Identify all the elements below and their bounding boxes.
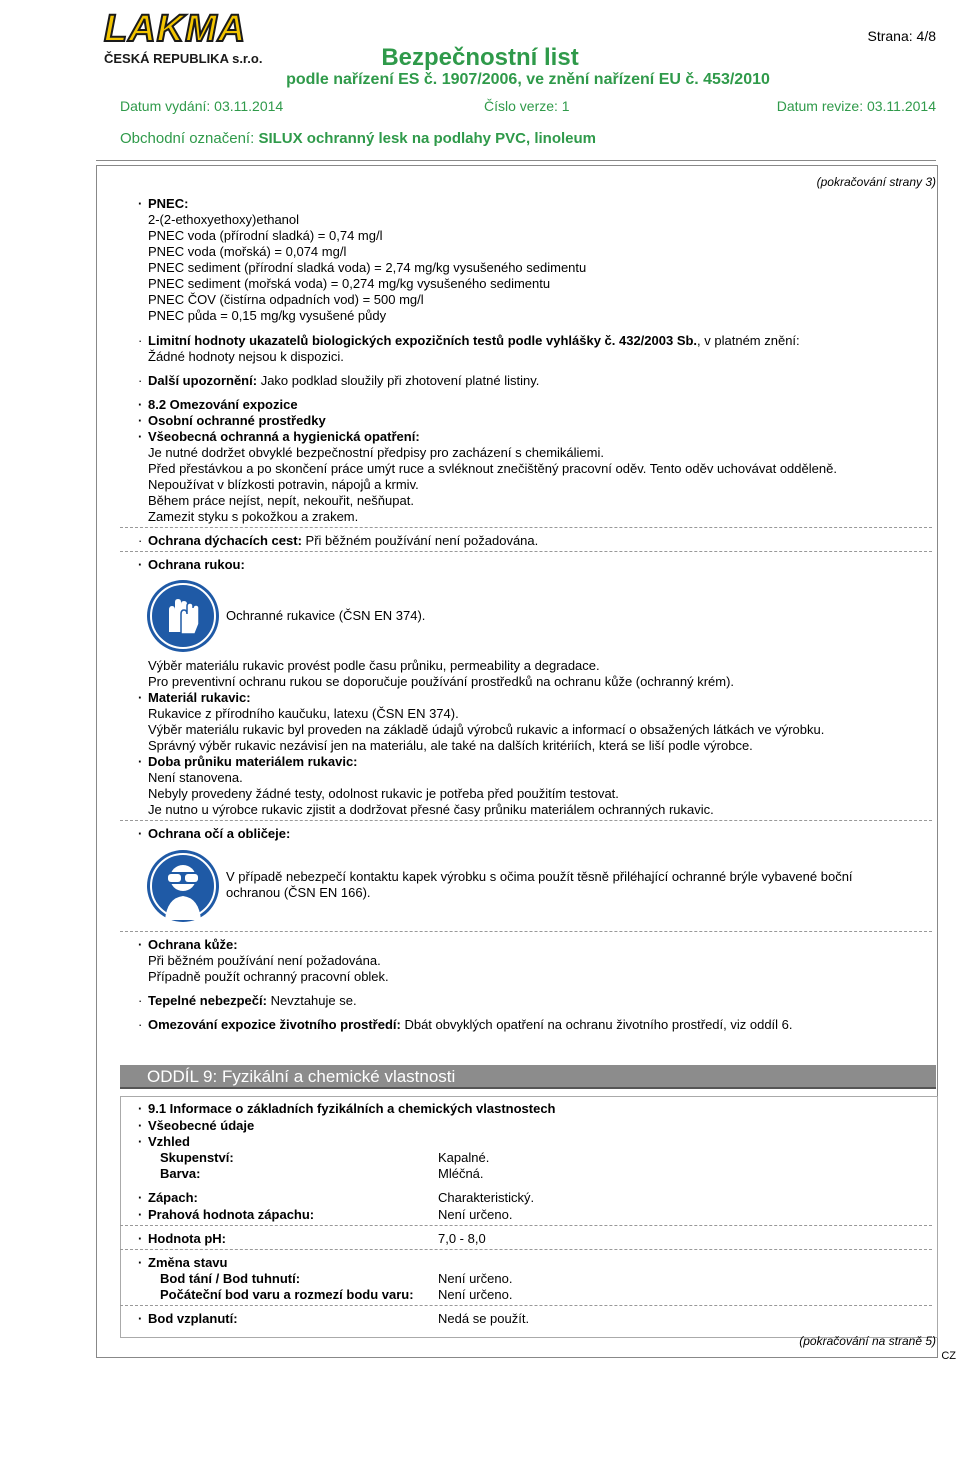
language-code: CZ [941, 1350, 956, 1362]
env-text: Dbát obvyklých opatření na ochranu životního prostředí, viz oddíl 6. [404, 1017, 793, 1032]
dashed-divider [120, 931, 932, 932]
thermal-label: Tepelné nebezpečí: [148, 993, 267, 1008]
glove-material-heading: · Materiál rukavic: [138, 690, 251, 705]
header-divider [96, 160, 936, 161]
hygiene-line: Během práce nejíst, nepít, nekouřit, nešňupat. [148, 493, 414, 508]
pnec-line: 2-(2-ethoxyethoxy)ethanol [148, 212, 300, 227]
melting-value: Není určeno. [438, 1271, 513, 1286]
limits-label-tail: , v platném znění: [697, 333, 800, 348]
s9-appearance-text: Vzhled [148, 1134, 190, 1149]
glove-material-line: Správný výběr rukavic nezávisí jen na materiálu, ale také na dalších kritériích, která se liší podle výrobce. [148, 738, 753, 753]
color-value: Mléčná. [438, 1166, 484, 1181]
limits-label: Limitní hodnoty ukazatelů biologických expozičních testů podle vyhlášky č. 432/2003 Sb. [148, 333, 698, 348]
pnec-line: PNEC sediment (mořská voda) = 0,274 mg/kg vysušeného sedimentu [148, 276, 551, 291]
continued-from: (pokračování strany 3) [816, 175, 936, 189]
skin-protection-heading: · Ochrana kůže: [138, 937, 238, 952]
issue-date: Datum vydání: 03.11.2014 [120, 98, 284, 114]
penetration-heading: · Doba průniku materiálem rukavic: [138, 754, 358, 769]
hand-line: Výběr materiálu rukavic provést podle času průniku, permeability a degradace. [148, 658, 600, 673]
pnec-line: PNEC voda (přírodní sladká) = 0,74 mg/l [148, 228, 383, 243]
hygiene-line: Před přestávkou a po skončení práce umýt ruce a svléknout znečištěný pracovní oděv. Tento oděv uchovávat odděleně. [148, 461, 837, 476]
document-title: Bezpečnostní list [381, 44, 579, 71]
eye-text-line: ochranou (ČSN EN 166). [226, 885, 371, 900]
logo-wordmark: LAKMA [104, 8, 247, 50]
dashed-divider [120, 551, 932, 552]
thermal-text: Nevztahuje se. [270, 993, 357, 1008]
boiling-label: Počáteční bod varu a rozmezí bodu varu: [160, 1287, 414, 1302]
s9-appearance: · Vzhled [138, 1134, 190, 1149]
hygiene-heading: · Všeobecná ochranná a hygienická opatření: [138, 429, 420, 444]
glove-material-line: Rukavice z přírodního kaučuku, latexu (ČSN EN 374). [148, 706, 459, 721]
odor-threshold-label: Prahová hodnota zápachu: [148, 1207, 315, 1222]
ppe-heading: · Osobní ochranné prostředky [138, 413, 326, 428]
respiratory-text: Při běžném používání není požadována. [305, 533, 539, 548]
ph-label: Hodnota pH: [148, 1231, 226, 1246]
trade-name-label: Obchodní označení: [120, 130, 255, 147]
s9-general: · Všeobecné údaje [138, 1118, 255, 1133]
flash-label: Bod vzplanutí: [148, 1311, 238, 1326]
form-value: Kapalné. [438, 1150, 490, 1165]
flash-value: Nedá se použít. [438, 1311, 530, 1326]
trade-name [120, 130, 596, 147]
penetration-label: Doba průniku materiálem rukavic: [148, 754, 358, 769]
dashed-divider [120, 820, 932, 821]
eye-label: Ochrana očí a obličeje: [148, 826, 291, 841]
gloves-icon [147, 580, 219, 652]
hygiene-line: Je nutné dodržet obvyklé bezpečnostní předpisy pro zacházení s chemikáliemi. [148, 445, 604, 460]
s9-general-text: Všeobecné údaje [148, 1118, 255, 1133]
environmental-exposure: · Omezování expozice životního prostředí: Dbát obvyklých opatření na ochranu životního prostředí, viz oddíl 6. [138, 1017, 793, 1032]
penetration-line: Není stanovena. [148, 770, 243, 785]
ppe-heading-text: Osobní ochranné prostředky [148, 413, 326, 428]
flash-point-row: · Bod vzplanutí: [138, 1311, 238, 1326]
hygiene-line: Nepoužívat v blízkosti potravin, nápojů a krmiv. [148, 477, 419, 492]
s9-subheading: · 9.1 Informace o základních fyzikálních a chemických vlastnostech [138, 1101, 556, 1116]
hand-label: Ochrana rukou: [148, 557, 245, 572]
exposure-title: · 8.2 Omezování expozice [138, 397, 298, 412]
hand-line: Pro preventivní ochranu rukou se doporučuje používání prostředků na ochranu kůže (ochranný krém). [148, 674, 735, 689]
penetration-line: Je nutno u výrobce rukavic zjistit a dodržovat přesné časy průniku materiálem ochranných rukavic. [148, 802, 714, 817]
state-change-row: · Změna stavu [138, 1255, 228, 1270]
s9-subheading-text: 9.1 Informace o základních fyzikálních a chemických vlastnostech [148, 1101, 556, 1116]
pnec-line: PNEC sediment (přírodní sladká voda) = 2,74 mg/kg vysušeného sedimentu [148, 260, 587, 275]
revision-date: Datum revize: 03.11.2014 [776, 98, 936, 114]
respiratory-label: Ochrana dýchacích cest: [148, 533, 302, 548]
pnec-line: PNEC voda (mořská) = 0,074 mg/l [148, 244, 347, 259]
ph-value: 7,0 - 8,0 [438, 1231, 486, 1246]
skin-line: Při běžném používání není požadována. [148, 953, 381, 968]
eye-text-line: V případě nebezpečí kontaktu kapek výrobku s očima použít těsně přiléhající ochranné brýle vybavené boční [226, 869, 853, 884]
goggles-icon [147, 850, 219, 922]
dashed-divider [120, 1305, 932, 1306]
ph-row: · Hodnota pH: [138, 1231, 226, 1246]
hand-protection-heading: · Ochrana rukou: [138, 557, 245, 572]
dashed-divider [120, 1249, 932, 1250]
respiratory-protection: · Ochrana dýchacích cest: Při běžném používání není požadována. [138, 533, 539, 548]
glove-material-line: Výběr materiálu rukavic byl proveden na základě údajů výrobců rukavic a informací o obsažených látkách ve výrobku. [148, 722, 825, 737]
pnec-line: PNEC ČOV (čistírna odpadních vod) = 500 mg/l [148, 292, 424, 307]
boiling-value: Není určeno. [438, 1287, 513, 1302]
continued-to: (pokračování na straně 5) [799, 1334, 936, 1348]
env-label: Omezování expozice životního prostředí: [148, 1017, 401, 1032]
page-number: Strana: 4/8 [867, 28, 936, 44]
section-9-heading: ODDÍL 9: Fyzikální a chemické vlastnosti [120, 1065, 936, 1089]
penetration-line: Nebyly provedeny žádné testy, odolnost rukavic je potřeba před použitím testovat. [148, 786, 619, 801]
further-label: Další upozornění: [148, 373, 258, 388]
trade-name-value: SILUX ochranný lesk na podlahy PVC, linoleum [258, 130, 597, 147]
document-subtitle: podle nařízení ES č. 1907/2006, ve znění nařízení EU č. 453/2010 [286, 71, 770, 88]
dashed-divider [120, 1225, 932, 1226]
odor-row: · Zápach: [138, 1190, 198, 1205]
dashed-divider [120, 527, 932, 528]
color-label: Barva: [160, 1166, 201, 1181]
exposure-title-text: 8.2 Omezování expozice [148, 397, 298, 412]
skin-label: Ochrana kůže: [148, 937, 238, 952]
thermal-hazard: · Tepelné nebezpečí: Nevztahuje se. [138, 993, 357, 1008]
eye-protection-heading: · Ochrana očí a obličeje: [138, 826, 291, 841]
odor-value: Charakteristický. [438, 1190, 535, 1205]
odor-threshold-value: Není určeno. [438, 1207, 513, 1222]
odor-label: Zápach: [148, 1190, 198, 1205]
pnec-title: · PNEC: [138, 196, 189, 211]
glove-material-label: Materiál rukavic: [148, 690, 251, 705]
form-label: Skupenství: [160, 1150, 234, 1165]
limits-text: Žádné hodnoty nejsou k dispozici. [148, 349, 344, 364]
state-change-label: Změna stavu [148, 1255, 228, 1270]
logo-subtitle: ČESKÁ REPUBLIKA s.r.o. [104, 51, 263, 66]
hygiene-heading-text: Všeobecná ochranná a hygienická opatření: [148, 429, 420, 444]
pnec-title-text: PNEC: [148, 196, 189, 211]
hand-pictogram-text: Ochranné rukavice (ČSN EN 374). [226, 608, 426, 623]
further-info: · Další upozornění: Jako podklad sloužily při zhotovení platné listiny. [138, 373, 540, 388]
hygiene-line: Zamezit styku s pokožkou a zrakem. [148, 509, 359, 524]
pnec-line: PNEC půda = 0,15 mg/kg vysušené půdy [148, 308, 387, 323]
odor-threshold-row: · Prahová hodnota zápachu: [138, 1207, 315, 1222]
version-number: Číslo verze: 1 [484, 98, 570, 114]
melting-label: Bod tání / Bod tuhnutí: [160, 1271, 301, 1286]
further-text: Jako podklad sloužily při zhotovení platné listiny. [260, 373, 540, 388]
limits-heading: · Limitní hodnoty ukazatelů biologických expozičních testů podle vyhlášky č. 432/2003 Sb., v platném znění: [138, 333, 800, 348]
skin-line: Případně použít ochranný pracovní oblek. [148, 969, 389, 984]
